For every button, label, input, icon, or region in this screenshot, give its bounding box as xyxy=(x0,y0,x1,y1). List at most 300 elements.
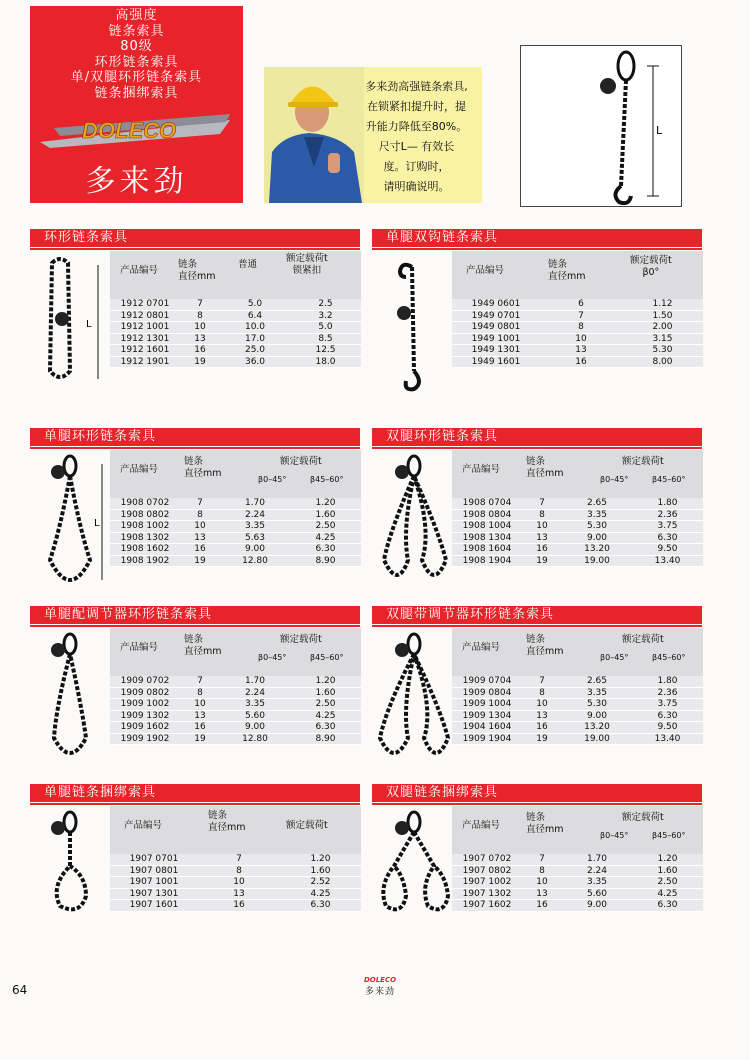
header-angle-a: β0–45° xyxy=(600,475,629,484)
table-cell: 8 xyxy=(197,687,203,698)
table-cell: 36.0 xyxy=(244,356,266,367)
table-cell: 8.90 xyxy=(315,555,336,566)
table-cell: 3.2 xyxy=(318,310,333,321)
header-rated: 额定载荷t xyxy=(622,634,664,645)
header-chain: 链条 直径mm xyxy=(526,812,564,835)
table-cell: 12.5 xyxy=(315,345,336,355)
photo-note-line: 度。订购时， xyxy=(383,160,450,173)
table-cell: 10 xyxy=(233,877,245,887)
table-cell: 3.35 xyxy=(244,699,266,709)
header-code: 产品编号 xyxy=(120,265,159,276)
table-cell: 2.50 xyxy=(657,877,678,887)
table-row xyxy=(110,556,361,568)
table-cell: 1907 1601 xyxy=(129,900,179,910)
table-cell: 1909 1004 xyxy=(462,699,512,709)
table-row xyxy=(452,311,703,323)
header-code: 产品编号 xyxy=(120,464,159,475)
table-cell: 7 xyxy=(197,498,203,508)
table-cell: 2.65 xyxy=(586,676,608,686)
table-row xyxy=(110,311,361,323)
table-cell: 18.0 xyxy=(315,356,336,367)
page-number: 64 xyxy=(12,983,28,997)
brand-cn-name: 多来劲 xyxy=(85,164,188,199)
brand-line: 链条捆绑索具 xyxy=(94,85,179,101)
table-cell: 13 xyxy=(233,888,245,899)
photo-note xyxy=(354,77,479,197)
table-cell: 9.00 xyxy=(586,900,608,910)
header-normal: 普通 xyxy=(238,259,258,270)
table-row xyxy=(110,521,361,533)
table-cell: 10.0 xyxy=(244,322,266,332)
table-cell: 8 xyxy=(539,865,545,876)
spec-table xyxy=(452,806,703,912)
table-cell: 1912 1901 xyxy=(120,356,170,367)
table-row xyxy=(110,699,361,711)
table-header xyxy=(452,806,703,854)
section-double-leg-choker xyxy=(372,784,702,910)
table-cell: 10 xyxy=(536,699,548,709)
spec-table xyxy=(110,806,361,912)
table-cell: 1909 1602 xyxy=(120,722,170,732)
section-title: 单腿链条捆绑索具 xyxy=(30,784,360,802)
table-cell: 1912 0801 xyxy=(120,310,170,321)
table-row xyxy=(110,334,361,346)
table-row xyxy=(110,676,361,688)
header-angle-b: β45–60° xyxy=(652,831,686,840)
table-cell: 2.36 xyxy=(657,687,678,698)
table-row xyxy=(452,676,703,688)
table-header xyxy=(110,628,361,676)
table-cell: 7 xyxy=(236,854,242,864)
table-body xyxy=(110,854,361,912)
section-loop-chain-sling xyxy=(30,229,360,367)
doleco-logo xyxy=(30,98,243,160)
table-row xyxy=(452,521,703,533)
table-row xyxy=(452,866,703,878)
table-cell: 7 xyxy=(539,854,545,864)
table-cell: 6 xyxy=(578,299,584,309)
table-cell: 10 xyxy=(536,877,548,887)
table-cell: 5.63 xyxy=(244,532,266,543)
photo-note-line: 升能力降低至80%。 xyxy=(365,120,468,133)
doleco-logo-text: DOLECO xyxy=(82,118,177,143)
table-cell: 1912 1301 xyxy=(120,333,170,344)
table-cell: 1909 1904 xyxy=(462,733,512,744)
table-row xyxy=(110,734,361,746)
table-cell: 8.90 xyxy=(315,733,336,744)
table-cell: 1.60 xyxy=(315,509,336,520)
table-row xyxy=(110,533,361,545)
table-cell: 8 xyxy=(539,687,545,698)
table-cell: 10 xyxy=(194,322,206,332)
table-cell: 2.24 xyxy=(244,687,266,698)
table-cell: 17.0 xyxy=(244,333,266,344)
table-cell: 19 xyxy=(194,733,206,744)
table-cell: 2.5 xyxy=(318,299,333,309)
header-rated: 额定载荷t xyxy=(622,812,664,823)
table-cell: 5.60 xyxy=(244,710,266,721)
length-label: L xyxy=(86,319,92,330)
table-row xyxy=(452,498,703,510)
header-chain: 链条 直径mm xyxy=(208,810,246,833)
table-cell: 1909 0804 xyxy=(462,687,512,698)
table-cell: 8 xyxy=(197,509,203,520)
table-row xyxy=(452,357,703,369)
header-chain: 链条 直径mm xyxy=(178,259,216,282)
table-cell: 16 xyxy=(536,900,548,910)
table-row xyxy=(110,877,361,889)
table-row xyxy=(452,299,703,311)
table-row xyxy=(452,688,703,700)
table-body xyxy=(110,676,361,745)
sling-length-diagram xyxy=(520,45,682,207)
table-cell: 3.35 xyxy=(586,509,608,520)
table-cell: 13.20 xyxy=(584,722,610,732)
table-cell: 10 xyxy=(194,699,206,709)
table-cell: 13 xyxy=(536,710,548,721)
table-cell: 2.65 xyxy=(586,498,608,508)
table-cell: 1949 1301 xyxy=(471,345,521,355)
table-row xyxy=(452,900,703,912)
table-row xyxy=(110,866,361,878)
table-row xyxy=(452,533,703,545)
table-row xyxy=(452,889,703,901)
footer-logo xyxy=(360,976,400,997)
table-cell: 1909 1902 xyxy=(120,733,170,744)
photo-note-line: 多来劲高强链条索具, xyxy=(365,80,468,93)
table-cell: 19 xyxy=(536,733,548,744)
table-cell: 1.60 xyxy=(657,865,678,876)
header-code: 产品编号 xyxy=(462,642,501,653)
header-angle-a: β0–45° xyxy=(258,653,287,662)
table-row xyxy=(452,699,703,711)
loop-chain-sling-icon xyxy=(30,251,110,396)
table-cell: 1908 1602 xyxy=(120,544,170,554)
table-row xyxy=(110,854,361,866)
hook-icon xyxy=(615,186,631,203)
table-cell: 19.00 xyxy=(584,555,610,566)
table-cell: 2.36 xyxy=(657,509,678,520)
section-double-leg-loop xyxy=(372,428,702,566)
header-angle-b: β45–60° xyxy=(310,653,344,662)
table-cell: 1907 1602 xyxy=(462,900,512,910)
table-cell: 1.20 xyxy=(310,854,331,864)
table-cell: 1.12 xyxy=(652,299,673,309)
table-cell: 6.30 xyxy=(315,722,336,732)
table-header xyxy=(452,628,703,676)
table-cell: 6.30 xyxy=(657,532,678,543)
table-cell: 1.20 xyxy=(657,854,678,864)
table-row xyxy=(110,722,361,734)
header-angle-a: β0–45° xyxy=(258,475,287,484)
table-body xyxy=(452,676,703,745)
single-leg-adjuster-icon xyxy=(30,628,110,773)
table-cell: 5.60 xyxy=(586,888,608,899)
table-cell: 1907 1002 xyxy=(462,877,512,887)
table-cell: 1908 0802 xyxy=(120,509,170,520)
table-cell: 9.00 xyxy=(586,710,608,721)
table-cell: 5.0 xyxy=(247,299,263,309)
table-cell: 1907 0702 xyxy=(462,854,512,864)
footer-logo-cn: 多来劲 xyxy=(364,987,395,997)
table-cell: 16 xyxy=(536,722,548,732)
table-cell: 1908 0704 xyxy=(462,498,512,508)
table-cell: 16 xyxy=(536,544,548,554)
table-cell: 8 xyxy=(539,509,545,520)
table-cell: 3.35 xyxy=(586,687,608,698)
table-cell: 1.70 xyxy=(244,676,266,686)
table-row xyxy=(110,357,361,369)
double-leg-adjuster-icon xyxy=(372,628,452,773)
spec-table xyxy=(452,628,703,745)
table-cell: 1909 0704 xyxy=(462,676,512,686)
table-cell: 1908 1904 xyxy=(462,555,512,566)
table-cell: 4.25 xyxy=(310,888,331,899)
table-header xyxy=(452,251,703,299)
table-cell: 16 xyxy=(194,544,206,554)
header-rated: 额定载荷t xyxy=(280,634,322,645)
table-row xyxy=(452,556,703,568)
table-header xyxy=(452,450,703,498)
table-cell: 1907 1001 xyxy=(129,877,179,887)
table-cell: 1.80 xyxy=(657,498,678,508)
table-cell: 10 xyxy=(575,333,587,344)
table-cell: 19 xyxy=(194,555,206,566)
header-rated: 额定载荷t β0° xyxy=(630,255,672,278)
table-cell: 2.50 xyxy=(315,699,336,709)
table-cell: 25.0 xyxy=(244,345,266,355)
table-cell: 5.30 xyxy=(586,699,608,709)
table-cell: 3.35 xyxy=(586,877,608,887)
table-cell: 9.50 xyxy=(657,544,678,554)
table-row xyxy=(110,544,361,556)
table-cell: 6.30 xyxy=(315,544,336,554)
section-single-leg-loop xyxy=(30,428,360,566)
table-cell: 2.24 xyxy=(586,865,608,876)
table-cell: 1.80 xyxy=(657,676,678,686)
worker-figure-icon xyxy=(264,67,364,203)
table-cell: 5.0 xyxy=(318,322,333,332)
table-row xyxy=(110,498,361,510)
table-body xyxy=(452,498,703,567)
section-title: 双腿链条捆绑索具 xyxy=(372,784,702,802)
table-cell: 19 xyxy=(536,555,548,566)
table-cell: 10 xyxy=(194,521,206,531)
section-title: 单腿双钩链条索具 xyxy=(372,229,702,247)
single-leg-loop-icon xyxy=(30,450,110,595)
table-cell: 13.40 xyxy=(654,733,681,744)
table-cell: 8 xyxy=(236,865,242,876)
table-cell: 1907 0802 xyxy=(462,865,512,876)
table-cell: 13 xyxy=(536,888,548,899)
table-row xyxy=(452,510,703,522)
table-cell: 19 xyxy=(194,356,206,367)
table-cell: 1.20 xyxy=(315,676,336,686)
single-leg-choker-icon xyxy=(30,806,110,951)
table-cell: 3.35 xyxy=(244,521,266,531)
header-angle-b: β45–60° xyxy=(652,475,686,484)
table-cell: 2.00 xyxy=(652,322,673,332)
section-single-leg-adjuster-loop xyxy=(30,606,360,744)
spec-table xyxy=(452,450,703,567)
table-row xyxy=(110,889,361,901)
brand-line: 环形链条索具 xyxy=(94,54,179,70)
table-cell: 1.20 xyxy=(315,498,336,508)
table-cell: 3.75 xyxy=(657,521,678,531)
section-single-leg-choker xyxy=(30,784,360,910)
footer-logo-latin: DOLECO xyxy=(363,976,397,984)
spec-table xyxy=(110,450,361,567)
table-row xyxy=(110,711,361,723)
section-single-leg-double-hook xyxy=(372,229,702,367)
brand-lines xyxy=(30,8,243,101)
header-rated: 额定载荷t xyxy=(280,456,322,467)
table-header xyxy=(110,806,361,854)
table-cell: 9.50 xyxy=(657,722,678,732)
table-body xyxy=(452,299,703,368)
header-angle-b: β45–60° xyxy=(652,653,686,662)
photo-note-line: 请明确说明。 xyxy=(383,180,450,193)
header-rated: 额定载荷t 锁紧扣 xyxy=(286,253,328,276)
table-cell: 1909 1002 xyxy=(120,699,170,709)
section-title: 单腿环形链条索具 xyxy=(30,428,360,446)
header-code: 产品编号 xyxy=(120,642,159,653)
table-row xyxy=(110,299,361,311)
table-cell: 1904 1604 xyxy=(462,722,512,732)
section-title: 单腿配调节器环形链条索具 xyxy=(30,606,360,624)
section-title: 双腿环形链条索具 xyxy=(372,428,702,446)
section-double-leg-adjuster-loop xyxy=(372,606,702,744)
table-cell: 1912 1001 xyxy=(120,322,170,332)
section-title: 环形链条索具 xyxy=(30,229,360,247)
table-row xyxy=(452,854,703,866)
table-cell: 1912 1601 xyxy=(120,345,170,355)
table-row xyxy=(452,877,703,889)
table-cell: 19.00 xyxy=(584,733,610,744)
table-row xyxy=(110,688,361,700)
table-cell: 1949 0801 xyxy=(471,322,521,332)
table-cell: 9.00 xyxy=(586,532,608,543)
table-cell: 5.30 xyxy=(652,345,673,355)
table-row xyxy=(452,711,703,723)
table-row xyxy=(452,544,703,556)
header-code: 产品编号 xyxy=(124,820,163,831)
brand-line: 高强度 xyxy=(115,8,158,23)
header-angle-b: β45–60° xyxy=(310,475,344,484)
brand-line: 链条索具 xyxy=(108,23,165,39)
header-chain: 链条 直径mm xyxy=(184,634,222,657)
header-code: 产品编号 xyxy=(462,820,501,831)
table-cell: 9.00 xyxy=(244,544,266,554)
table-cell: 12.80 xyxy=(242,555,268,566)
table-cell: 6.30 xyxy=(657,900,678,910)
table-row xyxy=(110,510,361,522)
header-rated: 额定载荷t xyxy=(622,456,664,467)
brand-block xyxy=(30,6,243,203)
header-angle-a: β0–45° xyxy=(600,653,629,662)
photo-note-line: 尺寸L— 有效长 xyxy=(378,140,455,153)
table-cell: 1.70 xyxy=(586,854,608,864)
table-cell: 13.20 xyxy=(584,544,610,554)
table-cell: 1949 1001 xyxy=(471,333,521,344)
table-cell: 13 xyxy=(536,532,548,543)
spec-table xyxy=(110,251,361,368)
table-cell: 1.60 xyxy=(315,687,336,698)
double-leg-choker-icon xyxy=(372,806,452,951)
table-cell: 13 xyxy=(194,710,206,721)
table-cell: 13 xyxy=(575,345,587,355)
brand-line: 80级 xyxy=(120,39,153,54)
table-cell: 1907 1301 xyxy=(129,888,179,899)
spec-table xyxy=(452,251,703,368)
table-cell: 1907 0801 xyxy=(129,865,179,876)
header-code: 产品编号 xyxy=(466,265,505,276)
table-cell: 1909 1304 xyxy=(462,710,512,721)
header-angle-a: β0–45° xyxy=(600,831,629,840)
table-cell: 1909 0702 xyxy=(120,676,170,686)
table-cell: 7 xyxy=(197,676,203,686)
table-cell: 6.4 xyxy=(247,310,263,321)
table-cell: 1908 1902 xyxy=(120,555,170,566)
table-cell: 16 xyxy=(194,345,206,355)
table-cell: 16 xyxy=(194,722,206,732)
header-rated: 额定载荷t xyxy=(286,820,328,831)
table-cell: 1908 1002 xyxy=(120,521,170,531)
table-cell: 7 xyxy=(197,299,203,309)
table-cell: 6.30 xyxy=(310,900,331,910)
table-cell: 8.00 xyxy=(652,356,673,367)
section-title: 双腿带调节器环形链条索具 xyxy=(372,606,702,624)
table-cell: 2.24 xyxy=(244,509,266,520)
table-cell: 16 xyxy=(575,356,587,367)
table-header xyxy=(110,450,361,498)
header-chain: 链条 直径mm xyxy=(184,456,222,479)
table-cell: 1912 0701 xyxy=(120,299,170,309)
table-row xyxy=(452,345,703,357)
header-chain: 链条 直径mm xyxy=(548,259,586,282)
table-cell: 13.40 xyxy=(654,555,681,566)
table-cell: 1908 0804 xyxy=(462,509,512,520)
table-cell: 4.25 xyxy=(315,532,336,543)
table-cell: 7 xyxy=(578,310,584,321)
header-chain: 链条 直径mm xyxy=(526,456,564,479)
table-cell: 3.15 xyxy=(652,333,673,344)
table-row xyxy=(452,322,703,334)
table-body xyxy=(452,854,703,912)
table-cell: 4.25 xyxy=(657,888,678,899)
table-cell: 1908 1304 xyxy=(462,532,512,543)
table-cell: 8 xyxy=(197,310,203,321)
table-cell: 1949 0601 xyxy=(471,299,521,309)
table-row xyxy=(452,734,703,746)
table-cell: 4.25 xyxy=(315,710,336,721)
table-cell: 3.75 xyxy=(657,699,678,709)
table-row xyxy=(452,722,703,734)
table-cell: 7 xyxy=(539,676,545,686)
table-cell: 13 xyxy=(194,532,206,543)
header-chain: 链条 直径mm xyxy=(526,634,564,657)
shortener-icon xyxy=(600,78,616,94)
table-cell: 1909 1302 xyxy=(120,710,170,721)
length-label: L xyxy=(94,518,100,529)
table-cell: 16 xyxy=(233,900,245,910)
table-cell: 8 xyxy=(578,322,584,332)
table-cell: 1907 0701 xyxy=(129,854,179,864)
header-code: 产品编号 xyxy=(462,464,501,475)
table-row xyxy=(110,900,361,912)
table-cell: 2.52 xyxy=(310,877,331,887)
table-header xyxy=(110,251,361,299)
